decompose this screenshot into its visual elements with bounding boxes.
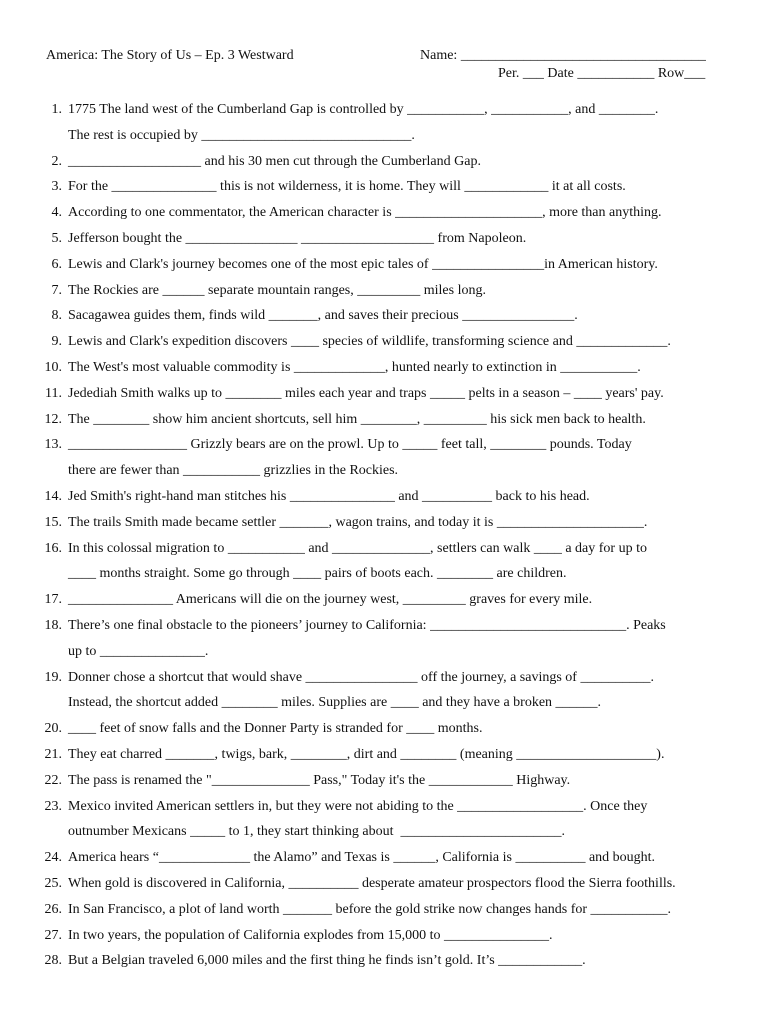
question-text: When gold is discovered in California, __________ desperate amateur prospectors flood the Sierra foothills.: [68, 875, 676, 891]
question-item: [0, 613, 770, 639]
question-number: 26.: [44, 901, 62, 917]
question-number: 6.: [51, 256, 62, 272]
question-item: [0, 897, 770, 923]
question-item: [0, 329, 770, 355]
question-item: [0, 97, 770, 123]
question-text: _________________ Grizzly bears are on the prowl. Up to _____ feet tall, ________ pounds. Today: [68, 437, 632, 453]
question-text: Jefferson bought the ________________ ___________________ from Napoleon.: [68, 230, 527, 246]
question-item: [0, 768, 770, 794]
question-item: [0, 948, 770, 974]
question-continuation: [0, 458, 770, 484]
question-item: [0, 742, 770, 768]
question-item: [0, 484, 770, 510]
question-item: [0, 174, 770, 200]
question-number: 9.: [51, 334, 62, 350]
question-number: 17.: [44, 592, 62, 608]
question-text: up to _______________.: [68, 643, 209, 659]
question-number: 16.: [44, 540, 62, 556]
question-text: Donner chose a shortcut that would shave ________________ off the journey, a savings of __________.: [68, 669, 654, 685]
question-text: For the _______________ this is not wilderness, it is home. They will ____________ it at all costs.: [68, 179, 626, 195]
question-text: Lewis and Clark's journey becomes one of the most epic tales of ________________in American history.: [68, 256, 658, 272]
question-number: 4.: [51, 205, 62, 221]
question-item: [0, 716, 770, 742]
question-text: _______________ Americans will die on the journey west, _________ graves for every mile.: [68, 592, 593, 608]
question-number: 3.: [51, 179, 62, 195]
question-continuation: [0, 639, 770, 665]
question-item: [0, 587, 770, 613]
question-text: 1775 The land west of the Cumberland Gap is controlled by ___________, ___________, and ________.: [68, 102, 659, 117]
question-text: Mexico invited American settlers in, but they were not abiding to the __________________. Once they: [68, 798, 648, 814]
question-number: 24.: [44, 850, 62, 866]
question-text: The rest is occupied by ______________________________.: [68, 127, 415, 143]
name-field-line: Name: ___________________________________: [420, 48, 706, 63]
question-item: [0, 536, 770, 562]
question-text: In two years, the population of California explodes from 15,000 to _______________.: [68, 927, 553, 943]
question-text: Jed Smith's right-hand man stitches his _______________ and __________ back to his head.: [68, 488, 590, 504]
question-number: 14.: [44, 488, 62, 504]
question-number: 5.: [51, 230, 62, 246]
question-text: Jedediah Smith walks up to ________ miles each year and traps _____ pelts in a season – ____ years' pay.: [68, 385, 664, 401]
question-text: ____ feet of snow falls and the Donner Party is stranded for ____ months.: [68, 721, 483, 737]
question-item: [0, 303, 770, 329]
question-number: 10.: [44, 359, 62, 375]
question-item: [0, 432, 770, 458]
question-item: [0, 355, 770, 381]
question-text: The trails Smith made became settler _______, wagon trains, and today it is _____________________.: [68, 514, 648, 530]
question-number: 15.: [44, 514, 62, 530]
question-text: outnumber Mexicans _____ to 1, they start thinking about _______________________.: [68, 824, 565, 840]
question-text: The Rockies are ______ separate mountain ranges, _________ miles long.: [68, 282, 486, 298]
question-text: They eat charred _______, twigs, bark, ________, dirt and ________ (meaning ____________________).: [68, 746, 665, 762]
question-number: 2.: [51, 153, 62, 169]
question-text: There’s one final obstacle to the pioneers’ journey to California: ____________________________. Peaks: [68, 617, 666, 633]
question-text: Instead, the shortcut added ________ miles. Supplies are ____ and they have a broken ______.: [68, 695, 602, 711]
question-item: [0, 381, 770, 407]
question-number: 12.: [44, 411, 62, 427]
question-text: According to one commentator, the American character is _____________________, more than anything.: [68, 205, 662, 221]
question-text: In San Francisco, a plot of land worth _______ before the gold strike now changes hands for ___________.: [68, 901, 672, 917]
question-list: [0, 97, 770, 974]
question-number: 13.: [44, 437, 62, 453]
question-continuation: [0, 123, 770, 149]
question-number: 23.: [44, 798, 62, 814]
question-item: [0, 149, 770, 175]
worksheet-title: America: The Story of Us – Ep. 3 Westward: [46, 48, 294, 63]
question-continuation: [0, 561, 770, 587]
question-item: [0, 665, 770, 691]
question-item: [0, 871, 770, 897]
question-item: [0, 278, 770, 304]
question-number: 7.: [51, 282, 62, 298]
question-text: Sacagawea guides them, finds wild _______, and saves their precious ________________.: [68, 308, 578, 324]
question-continuation: [0, 690, 770, 716]
question-number: 28.: [44, 953, 62, 969]
question-number: 22.: [44, 772, 62, 788]
question-text: ____ months straight. Some go through ____ pairs of boots each. ________ are children.: [68, 566, 567, 582]
question-number: 27.: [44, 927, 62, 943]
question-text: The ________ show him ancient shortcuts, sell him ________, _________ his sick men back to health.: [68, 411, 646, 427]
question-text: Lewis and Clark's expedition discovers ____ species of wildlife, transforming science and _____________.: [68, 334, 671, 350]
question-number: 21.: [44, 746, 62, 762]
question-number: 1.: [51, 102, 62, 117]
question-text: But a Belgian traveled 6,000 miles and the first thing he finds isn’t gold. It’s ____________.: [68, 953, 586, 969]
question-number: 8.: [51, 308, 62, 324]
question-item: [0, 200, 770, 226]
question-number: 19.: [44, 669, 62, 685]
question-text: The West's most valuable commodity is _____________, hunted nearly to extinction in ___________.: [68, 359, 641, 375]
question-item: [0, 794, 770, 820]
question-item: [0, 510, 770, 536]
question-number: 25.: [44, 875, 62, 891]
question-text: there are fewer than ___________ grizzlies in the Rockies.: [68, 463, 399, 479]
question-text: ___________________ and his 30 men cut through the Cumberland Gap.: [68, 153, 481, 169]
question-item: [0, 845, 770, 871]
question-item: [0, 923, 770, 949]
question-item: [0, 407, 770, 433]
question-text: The pass is renamed the "______________ Pass," Today it's the ____________ Highway.: [68, 772, 571, 788]
question-number: 20.: [44, 721, 62, 737]
question-number: 18.: [44, 617, 62, 633]
question-number: 11.: [45, 385, 62, 401]
question-text: America hears “_____________ the Alamo” and Texas is ______, California is __________ and bought.: [68, 850, 656, 866]
question-text: In this colossal migration to ___________ and ______________, settlers can walk ____ a day for up to: [68, 540, 647, 556]
question-item: [0, 252, 770, 278]
question-item: [0, 226, 770, 252]
question-continuation: [0, 819, 770, 845]
period-date-row-line: Per. ___ Date ___________ Row___: [498, 66, 706, 81]
